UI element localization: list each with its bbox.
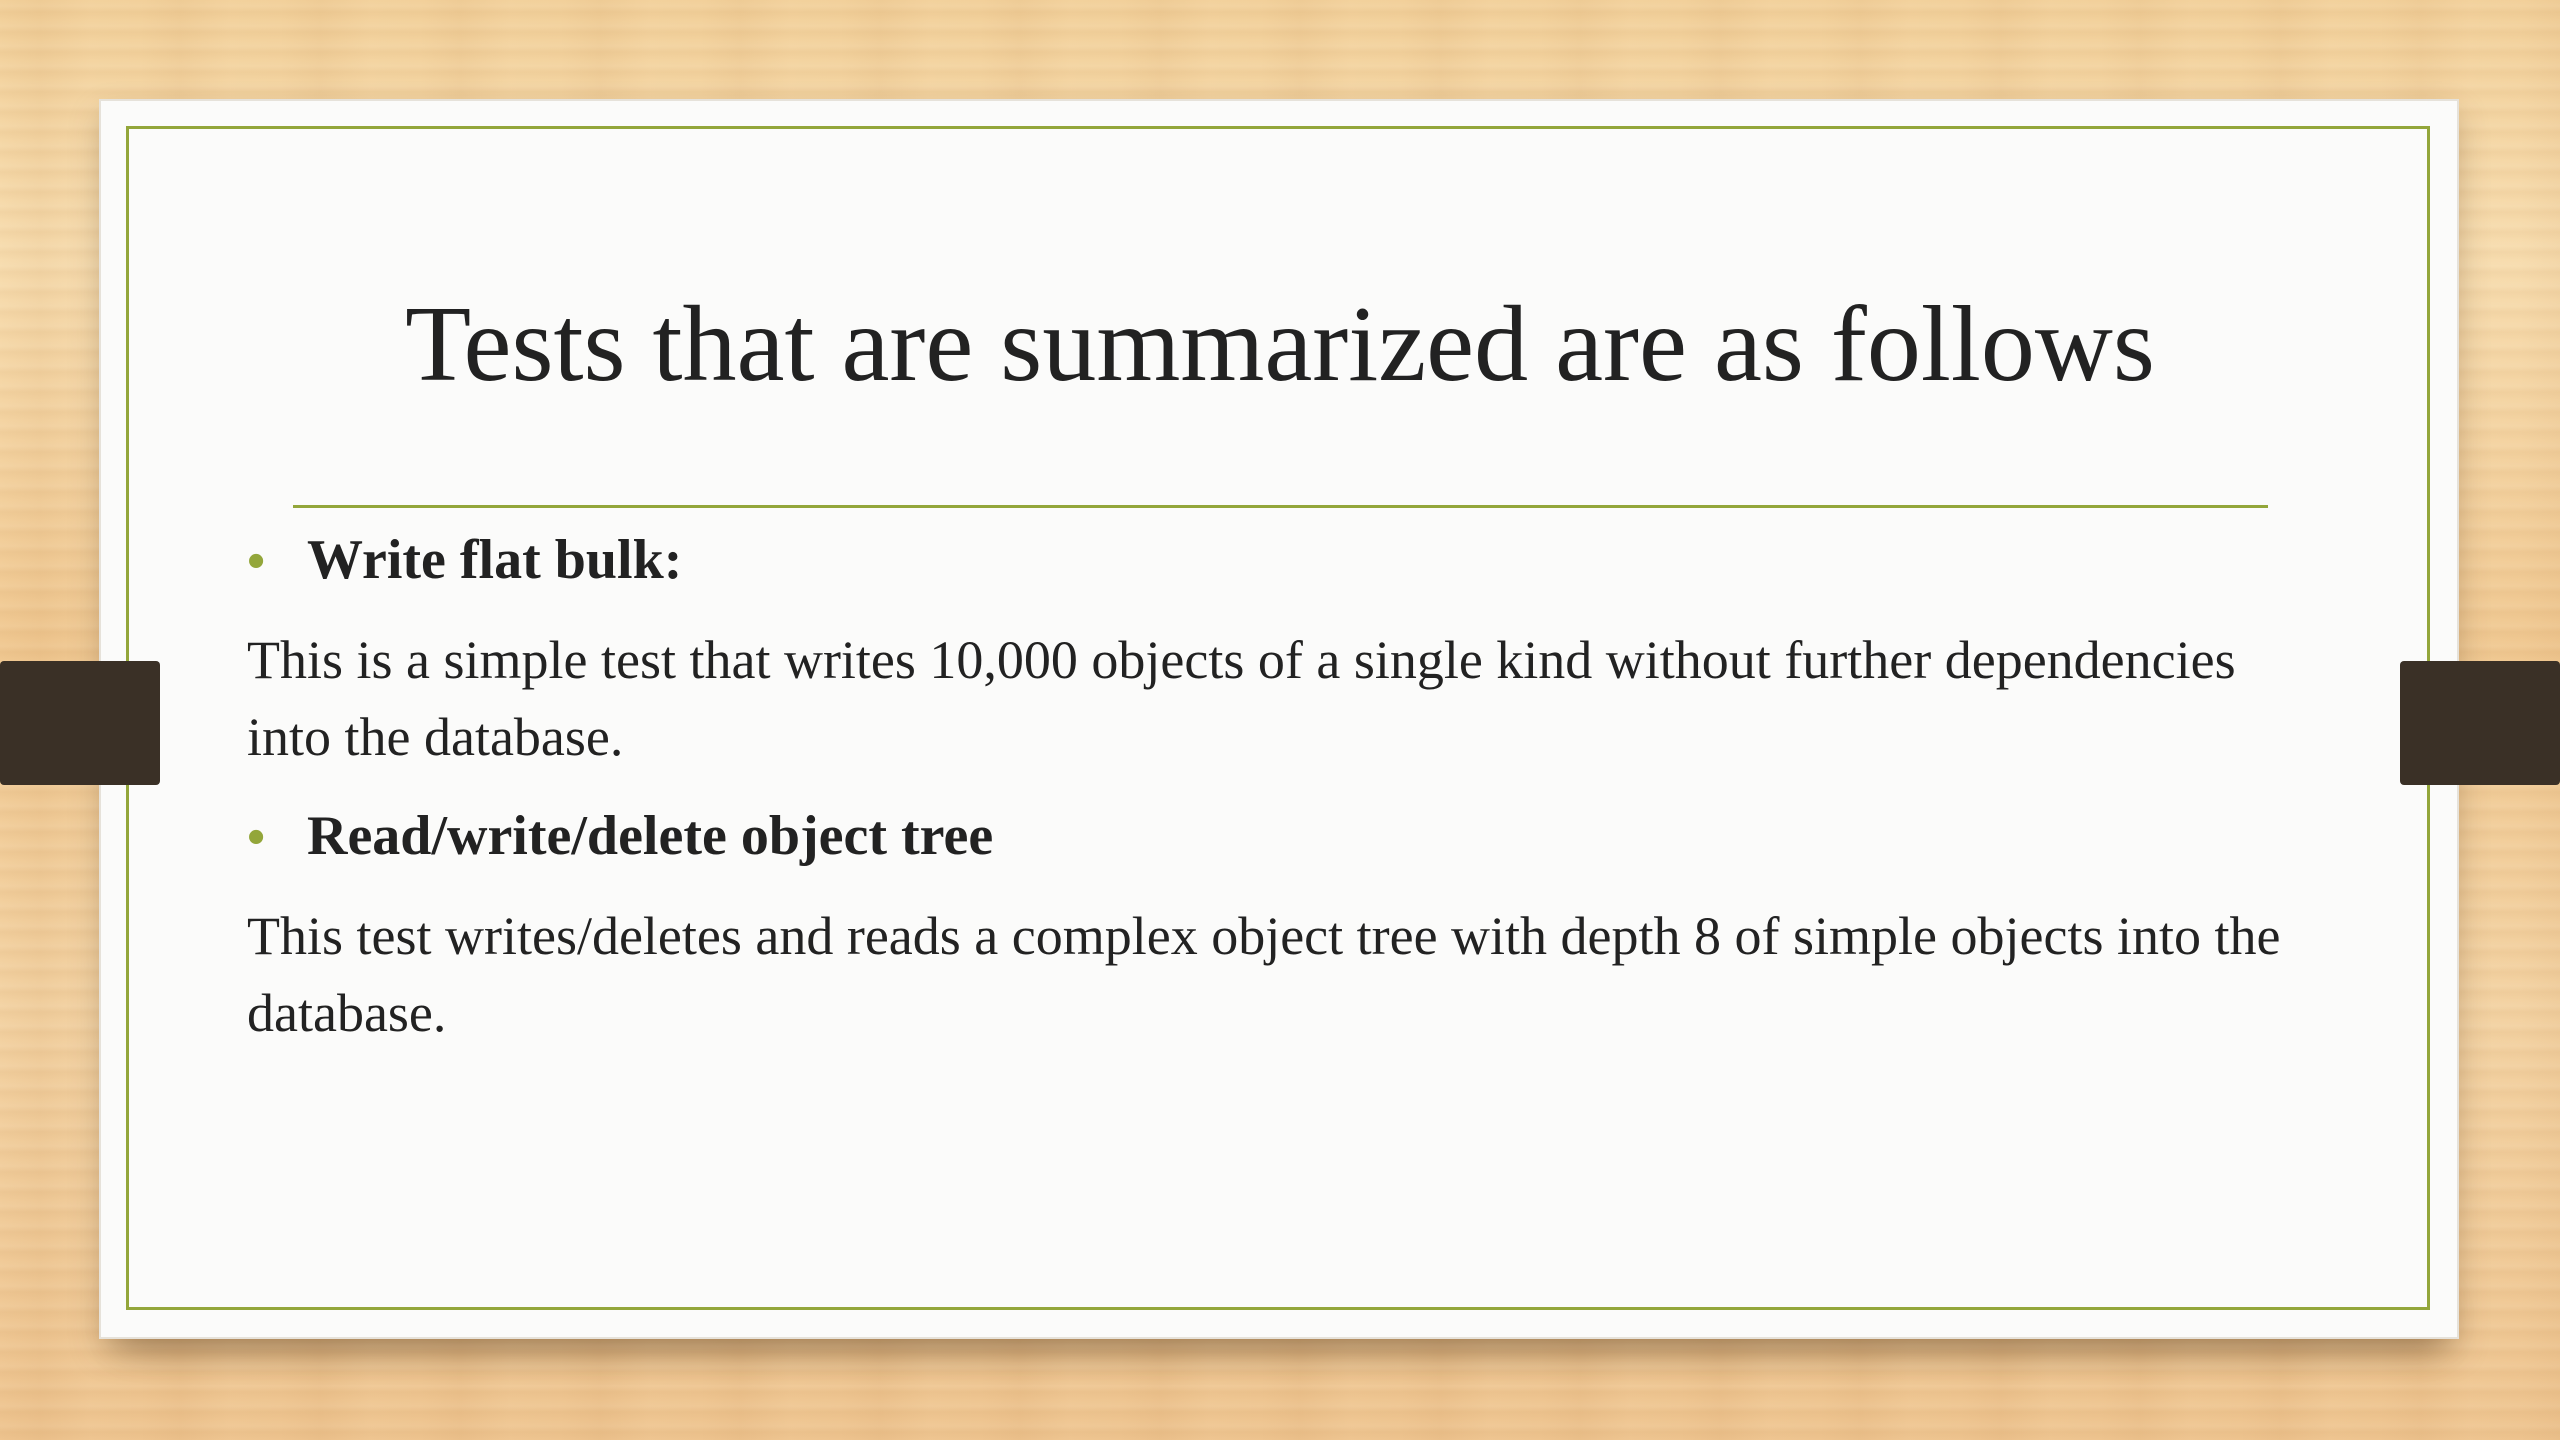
bullet-heading: Read/write/delete object tree <box>307 805 994 867</box>
bullet-icon: • <box>247 533 266 590</box>
slide-content <box>247 520 2307 1072</box>
bullet-item-object-tree <box>247 796 2307 878</box>
left-binder-clip <box>0 661 160 785</box>
bullet-description: This is a simple test that writes 10,000 objects of a single kind without further dependencies into the database. <box>247 630 2236 767</box>
bullet-icon: • <box>247 809 266 866</box>
bullet-description: This test writes/deletes and reads a complex object tree with depth 8 of simple objects into the database. <box>247 906 2281 1043</box>
bullet-item-write-flat-bulk <box>247 520 2307 602</box>
right-binder-clip <box>2400 661 2560 785</box>
bullet-heading: Write flat bulk: <box>307 529 683 591</box>
title-divider <box>293 505 2268 508</box>
slide-title: Tests that are summarized are as follows <box>405 285 2155 404</box>
